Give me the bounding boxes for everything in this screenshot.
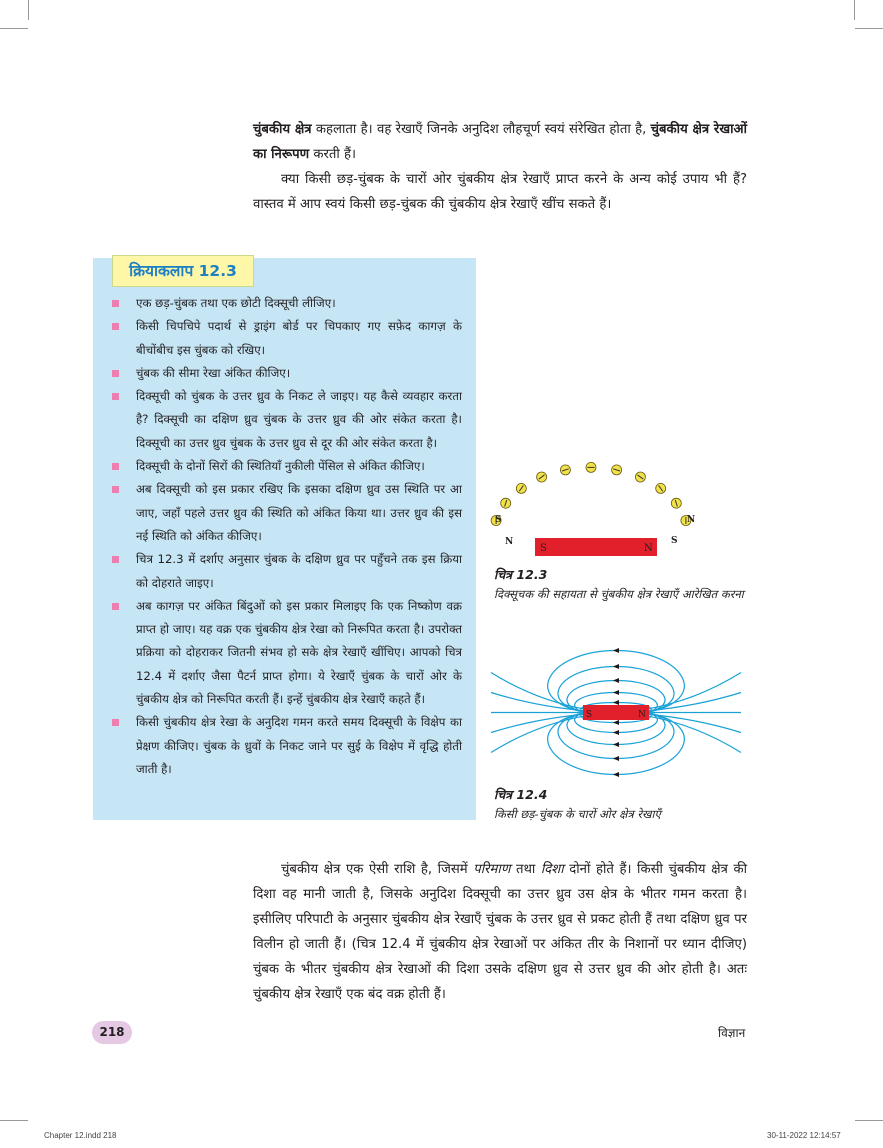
bar-magnet [535,538,657,556]
field-arrow [613,690,619,695]
activity-list [112,292,462,781]
field-arrow [613,756,619,761]
crop-mark [854,0,855,20]
figure-12-3-caption: दिक्सूचक की सहायता से चुंबकीय क्षेत्र रेखाएँ आरेखित करना [494,587,744,601]
intro-paragraph-2: क्या किसी छड़-चुंबक के चारों ओर चुंबकीय क्षेत्र रेखाएँ प्राप्त करने के अन्य कोई उपाय भी हैं? वास्तव में आप स्वयं किसी छड़-चुंबक की चुंबकीय क्षेत्र रेखाएँ खींच सकते हैं। [253,172,747,212]
bold-term: चुंबकीय क्षेत्र [253,122,312,137]
field-arrow [613,720,619,725]
slug-right: 30-11-2022 12:14:57 [767,1131,841,1140]
activity-list-item: एक छड़-चुंबक तथा एक छोटी दिक्सूची लीजिए। [112,292,462,315]
field-arrow [613,648,619,653]
magnet-n-label: N [644,543,653,554]
activity-list-item: चुंबक की सीमा रेखा अंकित कीजिए। [112,362,462,385]
slug-left: Chapter 12.indd 218 [44,1131,117,1140]
crop-mark [855,1120,883,1121]
field-arrow [613,700,619,705]
figure-12-3-diagram [490,430,720,560]
crop-mark [855,28,883,29]
activity-list-item: चित्र 12.3 में दर्शाए अनुसार चुंबक के दक्षिण ध्रुव पर पहुँचने तक इस क्रिया को दोहराते जाइए। [112,548,462,595]
compass-n-label-right: N [687,515,696,525]
activity-list-item: किसी चिपचिपे पदार्थ से ड्राइंग बोर्ड पर चिपकाए गए सफ़ेद कागज़ के बीचोंबीच इस चुंबक को रखिए। [112,315,462,362]
figure-12-4-title: चित्र 12.4 [494,787,548,802]
activity-list-item: अब दिक्सूची को इस प्रकार रखिए कि इसका दक्षिण ध्रुव उस स्थिति पर आ जाए, जहाँ पहले उत्तर ध्रुव की स्थिति को अंकित किया था। उत्तर ध्रुव की इस नई स्थिति को अंकित कीजिए। [112,478,462,548]
italic-term: दिशा [540,862,564,877]
body-paragraph: चुंबकीय क्षेत्र एक ऐसी राशि है, जिसमें परिमाण तथा दिशा दोनों होते हैं। किसी चुंबकीय क्षेत्र की दिशा वह मानी जाती है, जिसके अनुदिश दिक्सूची का उत्तर ध्रुव उस क्षेत्र के भीतर गमन करता है। इसीलिए परिपाटी के अनुसार चुंबकीय क्षेत्र रेखाएँ चुंबक के उत्तर ध्रुव से प्रकट होती हैं तथा दक्षिण ध्रुव पर विलीन हो जाती हैं। (चित्र 12.4 में चुंबकीय क्षेत्र रेखाओं पर अंकित तीर के निशानों पर ध्यान दीजिए) चुंबक के भीतर चुंबकीय क्षेत्र रेखाओं की दिशा उसके दक्षिण ध्रुव से उत्तर ध्रुव की ओर होती है। अतः चुंबकीय क्षेत्र रेखाएँ एक बंद वक्र होती हैं। [253,862,747,1002]
field-arrow [613,678,619,683]
crop-mark [28,0,29,20]
activity-title: क्रियाकलाप 12.3 [112,255,254,287]
activity-list-item: दिक्सूची के दोनों सिरों की स्थितियाँ नुकीली पेंसिल से अंकित कीजिए। [112,455,462,478]
activity-list-item: अब कागज़ पर अंकित बिंदुओं को इस प्रकार मिलाइए कि एक निष्कोण वक्र प्राप्त हो जाए। यह वक्र एक चुंबकीय क्षेत्र रेखा को निरूपित करता है। उपरोक्त प्रक्रिया को दोहराकर जितनी संभव हो सके क्षेत्र रेखाएँ खींचिए। आपको चित्र 12.4 में दर्शाए जैसा पैटर्न प्राप्त होगा। ये रेखाएँ चुंबक के चारों ओर के चुंबकीय क्षेत्र को निरूपित करती हैं। इन्हें चुंबकीय क्षेत्र रेखाएँ कहते हैं। [112,595,462,711]
crop-mark [0,28,28,29]
crop-mark [0,1120,28,1121]
field-arrow [613,730,619,735]
magnet-s-label: S [540,543,547,554]
intro-paragraph-1: चुंबकीय क्षेत्र कहलाता है। वह रेखाएँ जिनके अनुदिश लौहचूर्ण स्वयं संरेखित होता है, चुंबकीय क्षेत्र रेखाओं का निरूपण करती हैं। [253,122,747,162]
compass-s-label-left: S [495,515,502,525]
field-arrow [613,772,619,777]
italic-term: परिमाण [473,862,511,877]
figure-12-3-title: चित्र 12.3 [494,567,548,582]
page-number-badge: 218 [92,1021,132,1044]
magnet-n-label: N [638,710,646,720]
field-arrow [613,742,619,747]
bold-term: चुंबकीय क्षेत्र रेखाओं का निरूपण [253,122,747,162]
activity-list-item: दिक्सूची को चुंबक के उत्तर ध्रुव के निकट ले जाइए। यह कैसे व्यवहार करता है? दिक्सूची का दक्षिण ध्रुव चुंबक के उत्तर ध्रुव की ओर संकेत करता है। दिक्सूची का उत्तर ध्रुव चुंबक के उत्तर ध्रुव से दूर की ओर संकेत करता है। [112,385,462,455]
activity-list-item: किसी चुंबकीय क्षेत्र रेखा के अनुदिश गमन करते समय दिक्सूची के विक्षेप का प्रेक्षण कीजिए। चुंबक के ध्रुवों के निकट जाने पर सुई के विक्षेप में वृद्धि होती जाती है। [112,711,462,781]
compass-s-label-right: S [671,536,678,546]
compass-n-label-left: N [505,537,514,547]
figure-12-4-caption: किसी छड़-चुंबक के चारों ओर क्षेत्र रेखाएँ [494,807,661,821]
field-arrow [613,664,619,669]
footer-subject: विज्ञान [718,1026,746,1040]
figure-12-4-diagram [490,637,750,787]
magnet-s-label: S [586,710,593,720]
